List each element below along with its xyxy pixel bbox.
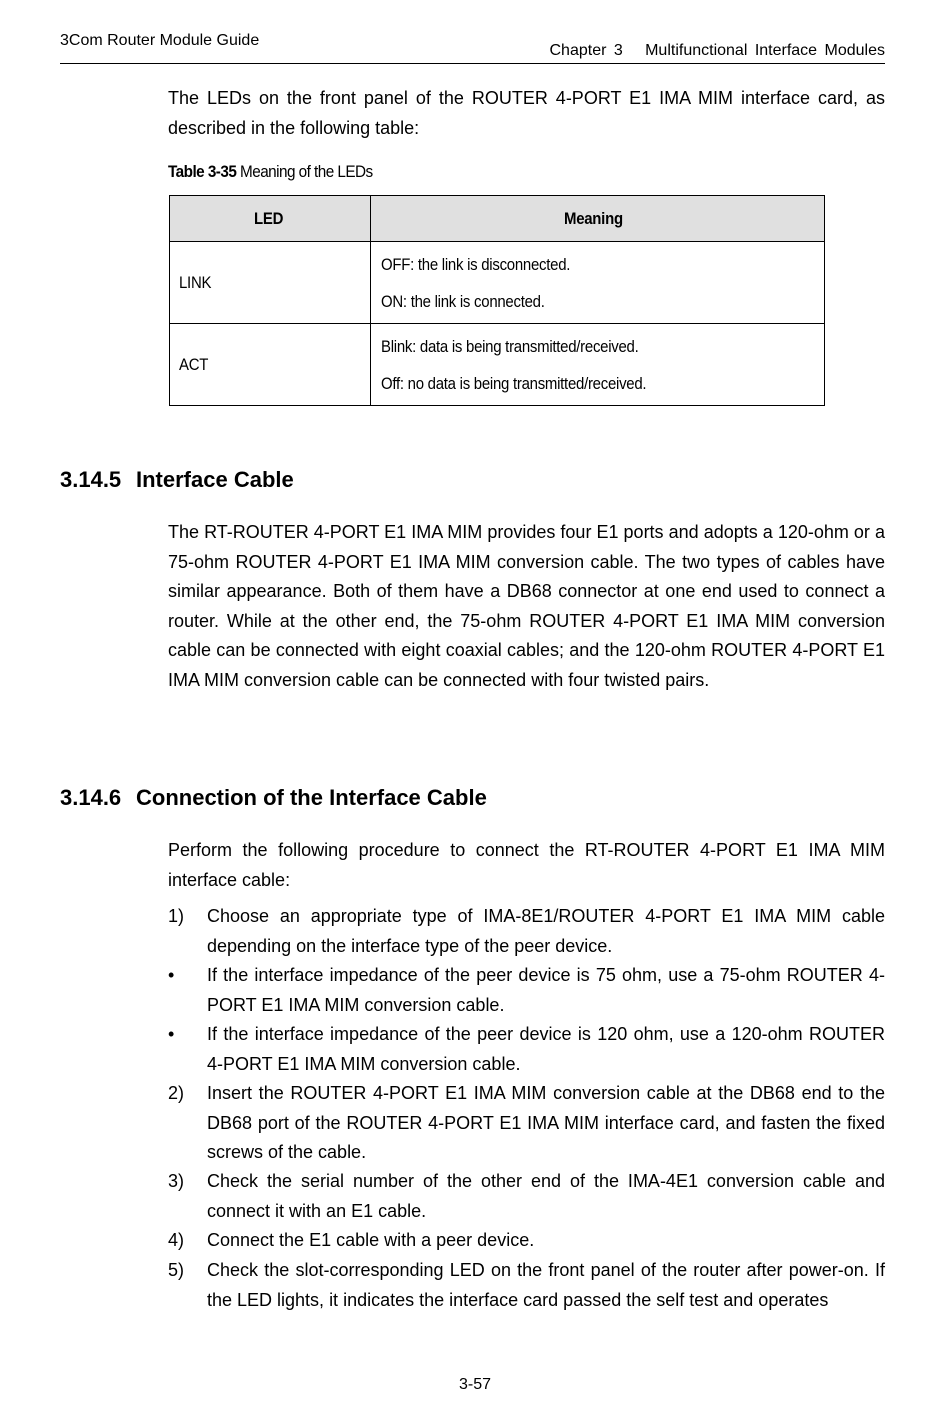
- led-meaning-table: [169, 195, 825, 406]
- step-text: Check the serial number of the other end of the IMA-4E1 conversion cable and connect it with an E1 cable.: [207, 1171, 885, 1221]
- led-meaning-cell: [371, 242, 825, 324]
- bullet-icon: •: [168, 1024, 175, 1044]
- page-number: 3-57: [458, 1376, 492, 1393]
- step-text: Choose an appropriate type of IMA-8E1/ROUTER 4-PORT E1 IMA MIM cable depending on the interface type of the peer device.: [207, 906, 885, 956]
- step-text: If the interface impedance of the peer device is 120 ohm, use a 120-ohm ROUTER 4-PORT E1 IMA MIM conversion cable.: [207, 1024, 885, 1074]
- interface-cable-paragraph: The RT-ROUTER 4-PORT E1 IMA MIM provides four E1 ports and adopts a 120-ohm or a 75-ohm ROUTER 4-PORT E1 IMA MIM conversion cable. The two types of cables have similar appearance. Both of them have a DB68 connector at one end used to connect a router. While at the other end, the 75-ohm ROUTER 4-PORT E1 IMA MIM conversion cable can be connected with eight coaxial cables; and the 120-ohm ROUTER 4-PORT E1 IMA MIM conversion cable can be connected with four twisted pairs.: [168, 522, 885, 690]
- step-number: 1): [168, 906, 185, 926]
- table-header-row: [170, 196, 825, 242]
- procedure-step: [168, 1079, 885, 1168]
- intro-paragraph: The LEDs on the front panel of the ROUTER 4-PORT E1 IMA MIM interface card, as described in the following table:: [168, 88, 885, 138]
- step-number: 4): [168, 1230, 185, 1250]
- section-heading-interface-cable: [60, 467, 294, 493]
- meaning-line: Off: no data is being transmitted/received.: [381, 373, 647, 393]
- procedure-bullet: [168, 1020, 885, 1079]
- section-heading-connection: [60, 785, 487, 811]
- led-name-cell: ACT: [170, 324, 371, 406]
- step-number: 3): [168, 1171, 185, 1191]
- procedure-step: [168, 1226, 885, 1256]
- step-text: Connect the E1 cable with a peer device.: [207, 1230, 535, 1250]
- step-text: Check the slot-corresponding LED on the front panel of the router after power-on. If the LED lights, it indicates the interface card passed the self test and operates: [207, 1260, 885, 1310]
- running-header-title: 3Com Router Module Guide: [60, 32, 260, 49]
- procedure-step: [168, 902, 885, 961]
- table-caption-number: Table 3-35: [168, 162, 237, 181]
- table-header-meaning: Meaning: [371, 196, 825, 242]
- section-title: Connection of the Interface Cable: [136, 785, 487, 810]
- section-number: 3.14.5: [60, 467, 122, 492]
- procedure-bullet: [168, 961, 885, 1020]
- meaning-line: ON: the link is connected.: [381, 291, 546, 311]
- step-text: If the interface impedance of the peer device is 75 ohm, use a 75-ohm ROUTER 4-PORT E1 IMA MIM conversion cable.: [207, 965, 885, 1015]
- procedure-step: [168, 1256, 885, 1315]
- running-header-chapter: Chapter 3 Multifunctional Interface Modules: [549, 42, 885, 59]
- table-row: [170, 242, 825, 324]
- led-name-cell: LINK: [170, 242, 371, 324]
- led-meaning-cell: [371, 324, 825, 406]
- table-caption: [168, 162, 373, 182]
- section-title: Interface Cable: [136, 467, 294, 492]
- table-header-led: LED: [170, 196, 371, 242]
- meaning-line: OFF: the link is disconnected.: [381, 254, 571, 274]
- meaning-line: Blink: data is being transmitted/received.: [381, 336, 639, 356]
- section-number: 3.14.6: [60, 785, 122, 810]
- header-divider: [60, 63, 885, 64]
- step-number: 2): [168, 1083, 185, 1103]
- table-row: [170, 324, 825, 406]
- bullet-icon: •: [168, 965, 175, 985]
- step-number: 5): [168, 1260, 185, 1280]
- step-text: Insert the ROUTER 4-PORT E1 IMA MIM conversion cable at the DB68 end to the DB68 port of the ROUTER 4-PORT E1 IMA MIM interface card, and fasten the fixed screws of the cable.: [207, 1083, 885, 1162]
- connection-intro-paragraph: Perform the following procedure to connect the RT-ROUTER 4-PORT E1 IMA MIM interface cable:: [168, 840, 885, 890]
- table-caption-title: Meaning of the LEDs: [240, 162, 373, 181]
- procedure-step: [168, 1167, 885, 1226]
